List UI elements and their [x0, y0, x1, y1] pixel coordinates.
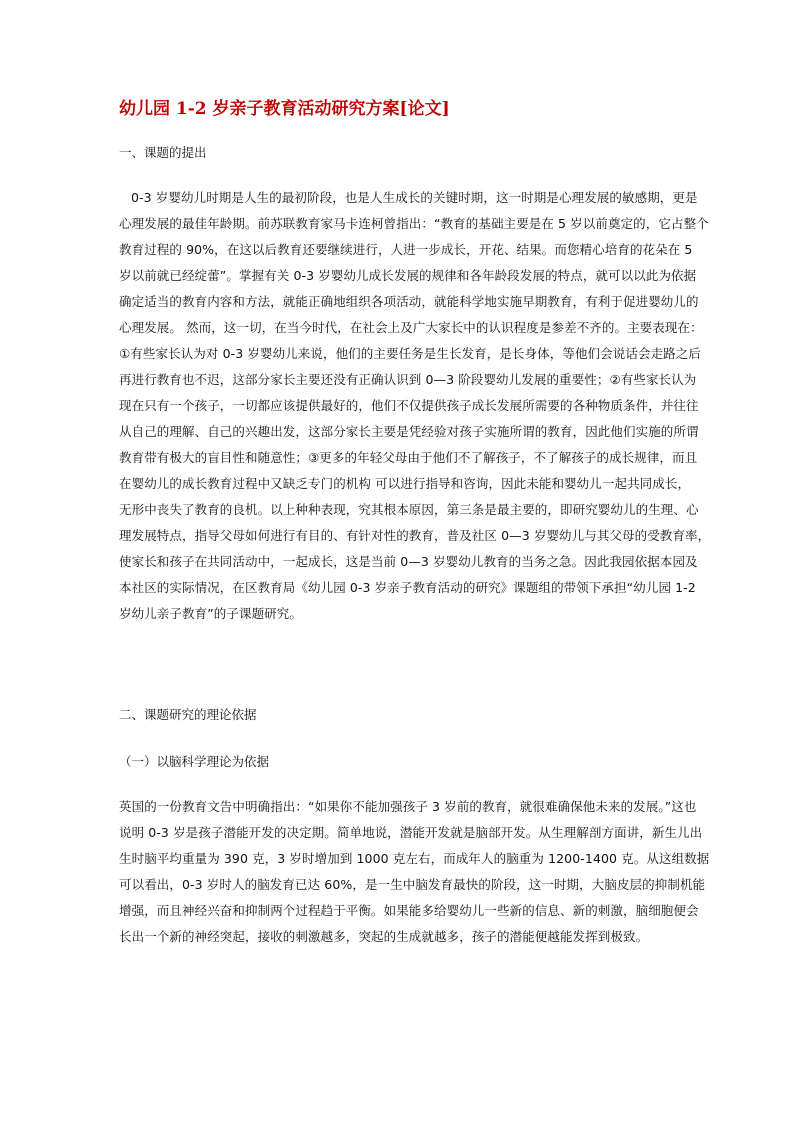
paragraph-line: 现在只有一个孩子，一切都应该提供最好的，他们不仅提供孩子成长发展所需要的各种物质条件，并往往	[119, 398, 699, 413]
paragraph-line: 岁以前就已经绽蕾”。掌握有关 0-3 岁婴幼儿成长发展的规律和各年龄段发展的特点，就可以以此为依据	[119, 268, 697, 283]
paragraph-line: 无形中丧失了教育的良机。以上种种表现，究其根本原因，第三条是最主要的，即研究婴幼儿的生理、心	[119, 502, 699, 517]
paragraph-line: 长出一个新的神经突起，接收的刺激越多，突起的生成就越多，孩子的潜能便越能发挥到极致。	[119, 929, 649, 944]
paragraph-line: ①有些家长认为对 0-3 岁婴幼儿来说，他们的主要任务是生长发育，是长身体，等他们会说话会走路之后	[119, 346, 701, 361]
paragraph-line: 教育带有极大的盲目性和随意性；③更多的年轻父母由于他们不了解孩子，不了解孩子的成长规律，而且	[119, 450, 698, 465]
paragraph-line: 从自己的理解、自己的兴趣出发，这部分家长主要是凭经验对孩子实施所谓的教育，因此他们实施的所谓	[119, 424, 699, 439]
subsection-heading-1: （一）以脑科学理论为依据	[119, 754, 270, 769]
paragraph-line: 英国的一份教育文告中明确指出：“如果你不能加强孩子 3 岁前的教育，就很难确保他未来的发展。”这也	[119, 799, 697, 814]
paragraph-line: 心理发展。 然而，这一切，在当今时代，在社会上及广大家长中的认识程度是参差不齐的。主要表现在：	[119, 320, 703, 335]
paragraph-line: 说明 0-3 岁是孩子潜能开发的决定期。简单地说，潜能开发就是脑部开发。从生理解剖方面讲，新生儿出	[119, 825, 703, 840]
paragraph-line: 增强，而且神经兴奋和抑制两个过程趋于平衡。如果能多给婴幼儿一些新的信息、新的刺激，脑细胞便会	[119, 903, 699, 918]
paragraph-line: 使家长和孩子在共同活动中，一起成长，这是当前 0—3 岁婴幼儿教育的当务之急。因此我园依据本园及	[119, 554, 698, 569]
paragraph-line: 确定适当的教育内容和方法，就能正确地组织各项活动，就能科学地实施早期教育，有利于促进婴幼儿的	[119, 294, 699, 309]
paragraph-line: 再进行教育也不迟，这部分家长主要还没有正确认识到 0—3 阶段婴幼儿发展的重要性；②有些家长认为	[119, 372, 697, 387]
paragraph-1	[119, 185, 711, 627]
paragraph-line: 岁幼儿亲子教育”的子课题研究。	[119, 606, 302, 621]
paragraph-line: 0-3 岁婴幼儿时期是人生的最初阶段，也是人生成长的关键时期，这一时期是心理发展的敏感期，更是	[131, 190, 698, 205]
paragraph-line: 心理发展的最佳年龄期。前苏联教育家马卡连柯曾指出：“教育的基础主要是在 5 岁以前奠定的，它占整个	[119, 216, 709, 231]
paragraph-line: 可以看出，0-3 岁时人的脑发育已达 60%，是一生中脑发育最快的阶段，这一时期，大脑皮层的抑制机能	[119, 877, 706, 892]
section-heading-1: 一、课题的提出	[119, 145, 207, 160]
paragraph-line: 生时脑平均重量为 390 克，3 岁时增加到 1000 克左右，而成年人的脑重为 1200-1400 克。从这组数据	[119, 851, 710, 866]
document-title: 幼儿园 1-2 岁亲子教育活动研究方案[论文]	[119, 99, 450, 119]
paragraph-line: 教育过程的 90%，在这以后教育还要继续进行，人进一步成长，开花、结果。而您精心培育的花朵在 5	[119, 242, 693, 257]
paragraph-2	[119, 794, 710, 950]
paragraph-line: 在婴幼儿的成长教育过程中又缺乏专门的机构 可以进行指导和咨询，因此未能和婴幼儿一起共同成长，	[119, 476, 691, 491]
section-heading-2: 二、课题研究的理论依据	[119, 707, 257, 722]
paragraph-line: 理发展特点，指导父母如何进行有目的、有针对性的教育，普及社区 0—3 岁婴幼儿与其父母的受教育率，	[119, 528, 711, 543]
paragraph-line: 本社区的实际情况，在区教育局《幼儿园 0-3 岁亲子教育活动的研究》课题组的带领下承担“幼儿园 1-2	[119, 580, 696, 595]
